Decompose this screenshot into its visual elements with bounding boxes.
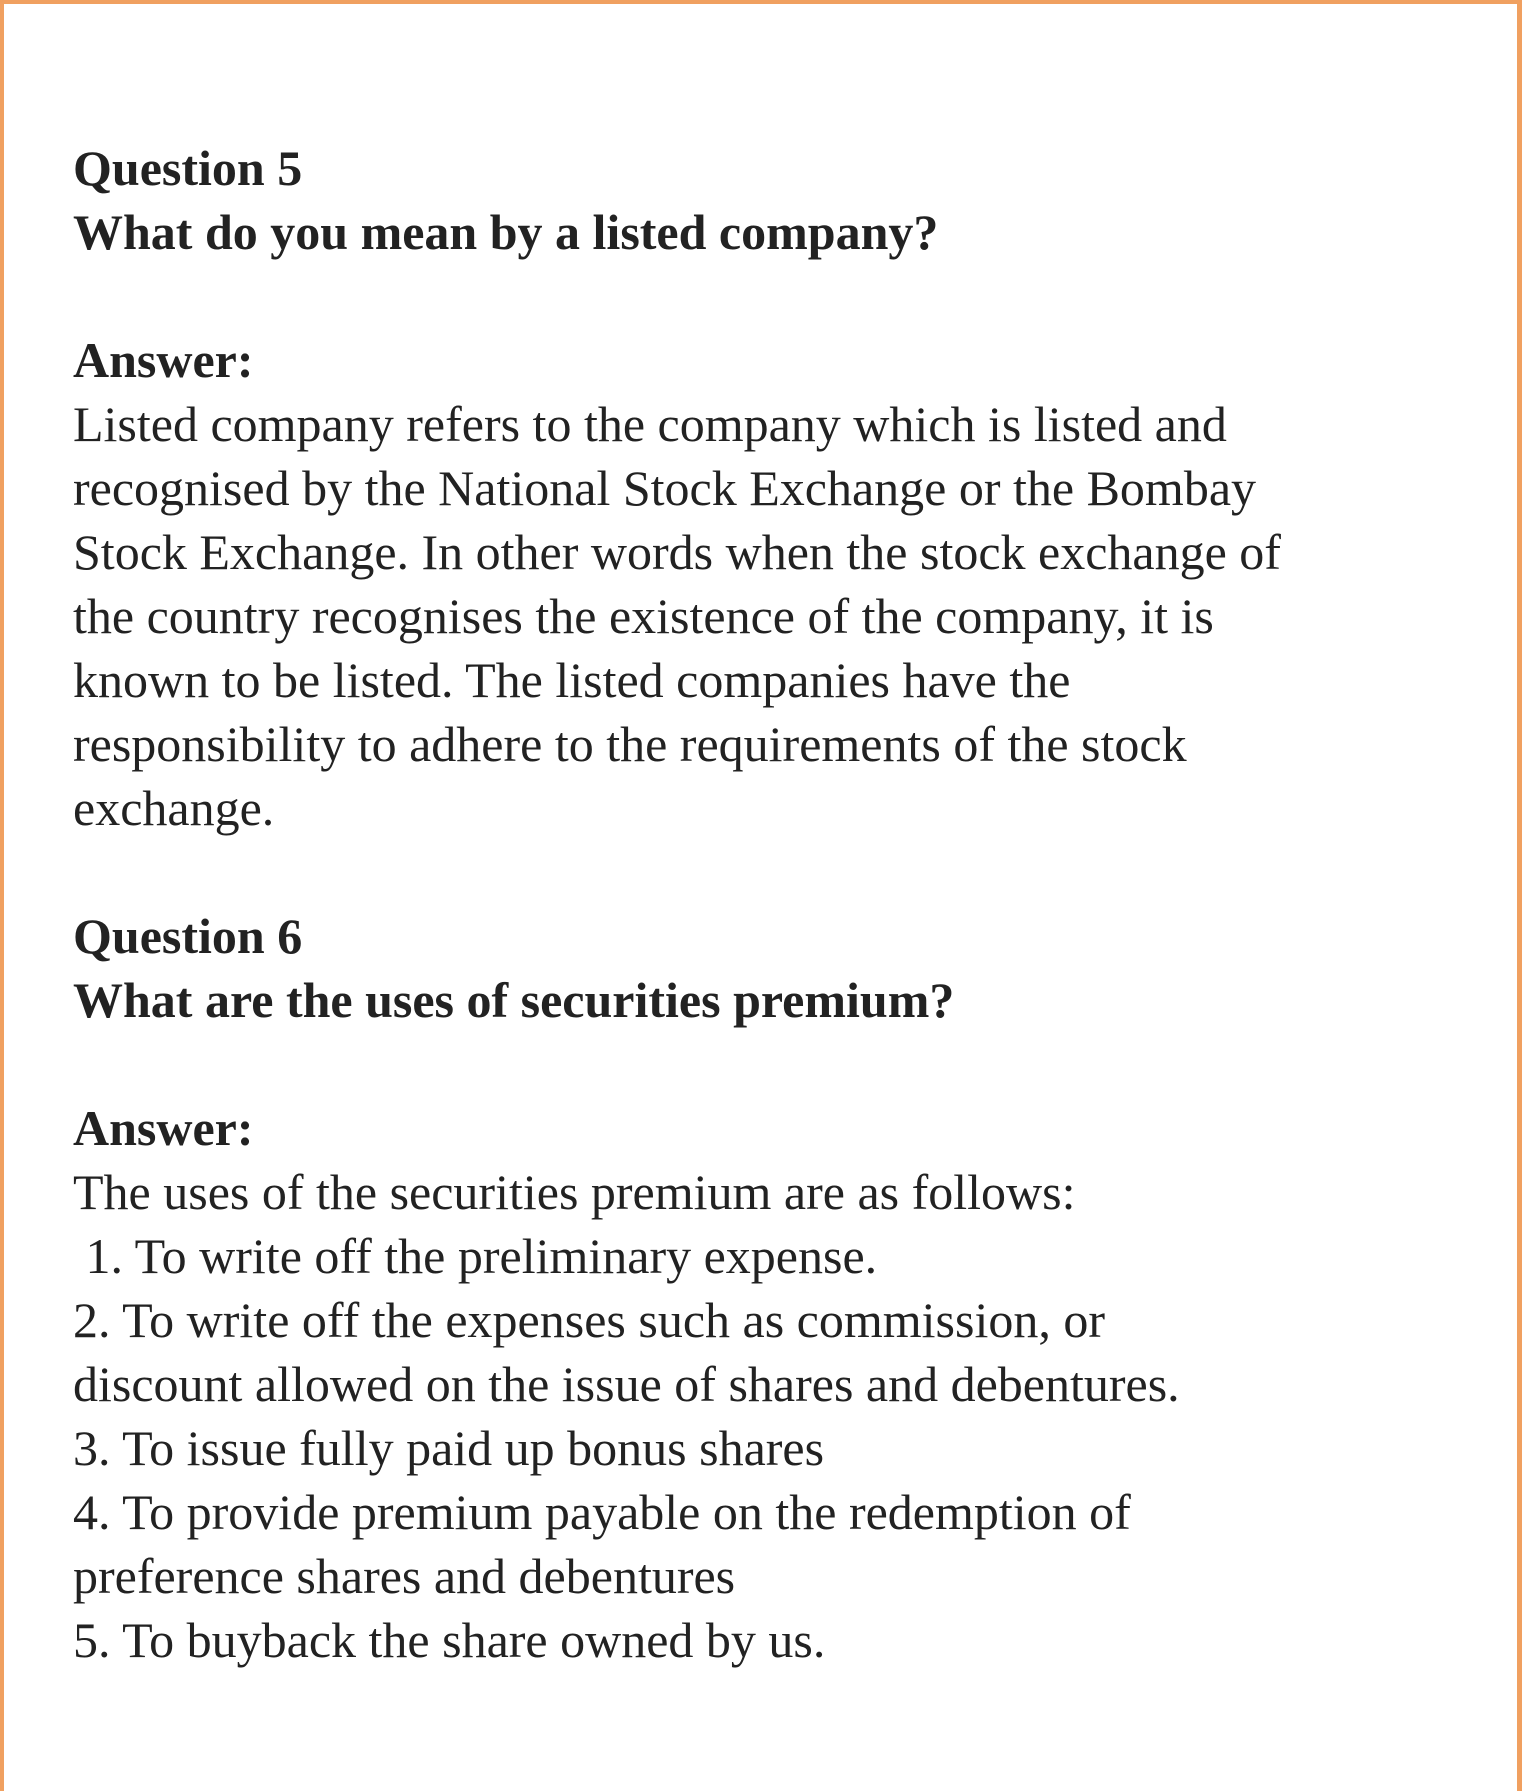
answer-line: responsibility to adhere to the requirements of the stock bbox=[73, 716, 1187, 772]
answer-line: the country recognises the existence of the company, it is bbox=[73, 588, 1214, 644]
question-text: What do you mean by a listed company? bbox=[73, 204, 939, 260]
list-item: preference shares and debentures bbox=[73, 1548, 736, 1604]
list-item: 1. To write off the preliminary expense. bbox=[73, 1228, 878, 1284]
answer-label: Answer: bbox=[73, 332, 254, 388]
question-number: Question 5 bbox=[73, 140, 303, 196]
answer-line: Stock Exchange. In other words when the stock exchange of bbox=[73, 524, 1281, 580]
answer-line: known to be listed. The listed companies have the bbox=[73, 652, 1071, 708]
list-item: 5. To buyback the share owned by us. bbox=[73, 1612, 826, 1668]
question-5 bbox=[73, 136, 1493, 904]
answer-line: Listed company refers to the company which is listed and bbox=[73, 396, 1227, 452]
answer-label: Answer: bbox=[73, 1100, 254, 1156]
question-6 bbox=[73, 904, 1493, 1672]
list-item: discount allowed on the issue of shares and debentures. bbox=[73, 1356, 1180, 1412]
question-number: Question 6 bbox=[73, 908, 303, 964]
answer-line: exchange. bbox=[73, 780, 275, 836]
list-item: 4. To provide premium payable on the redemption of bbox=[73, 1484, 1131, 1540]
question-text: What are the uses of securities premium? bbox=[73, 972, 955, 1028]
answer-line: The uses of the securities premium are as follows: bbox=[73, 1164, 1076, 1220]
list-item: 3. To issue fully paid up bonus shares bbox=[73, 1420, 825, 1476]
list-item: 2. To write off the expenses such as commission, or bbox=[73, 1292, 1105, 1348]
answer-line: recognised by the National Stock Exchange or the Bombay bbox=[73, 460, 1257, 516]
document-body bbox=[73, 136, 1493, 1672]
